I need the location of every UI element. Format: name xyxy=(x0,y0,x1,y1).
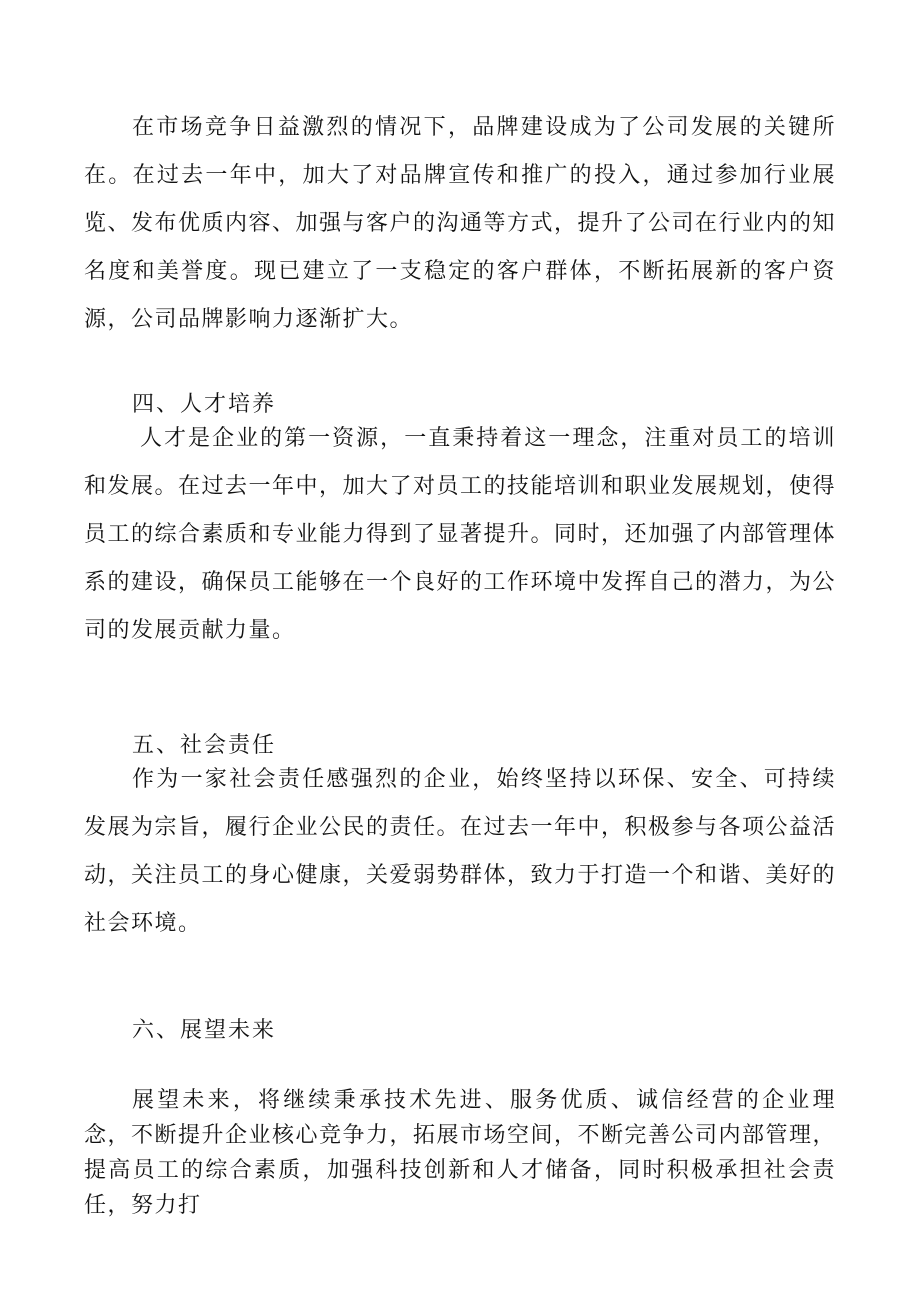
section-heading-talent-development: 四、人才培养 xyxy=(132,392,277,417)
paragraph-brand-building: 在市场竞争日益激烈的情况下，品牌建设成为了公司发展的关键所在。在过去一年中，加大了对品牌宣传和推广的投入，通过参加行业展览、发布优质内容、加强与客户的沟通等方式，提升了公司在行业内的知名度和美誉度。现已建立了一支稳定的客户群体，不断拓展新的客户资源，公司品牌影响力逐渐扩大。 xyxy=(84,115,837,332)
section-heading-social-responsibility: 五、社会责任 xyxy=(132,733,277,758)
paragraph-social-responsibility: 作为一家社会责任感强烈的企业，始终坚持以环保、安全、可持续发展为宗旨，履行企业公民的责任。在过去一年中，积极参与各项公益活动，关注员工的身心健康，关爱弱势群体，致力于打造一个和谐、美好的社会环境。 xyxy=(84,767,837,936)
paragraph-talent-development: 人才是企业的第一资源，一直秉持着这一理念，注重对员工的培训和发展。在过去一年中，加大了对员工的技能培训和职业发展规划，使得员工的综合素质和专业能力得到了显著提升。同时，还加强了内部管理体系的建设，确保员工能够在一个良好的工作环境中发挥自己的潜力，为公司的发展贡献力量。 xyxy=(84,426,837,643)
paragraph-future-outlook: 展望未来，将继续秉承技术先进、服务优质、诚信经营的企业理念，不断提升企业核心竞争力，拓展市场空间，不断完善公司内部管理，提高员工的综合素质，加强科技创新和人才储备，同时积极承担社会责任，努力打 xyxy=(84,1088,837,1218)
section-heading-future-outlook: 六、展望未来 xyxy=(132,1018,277,1043)
